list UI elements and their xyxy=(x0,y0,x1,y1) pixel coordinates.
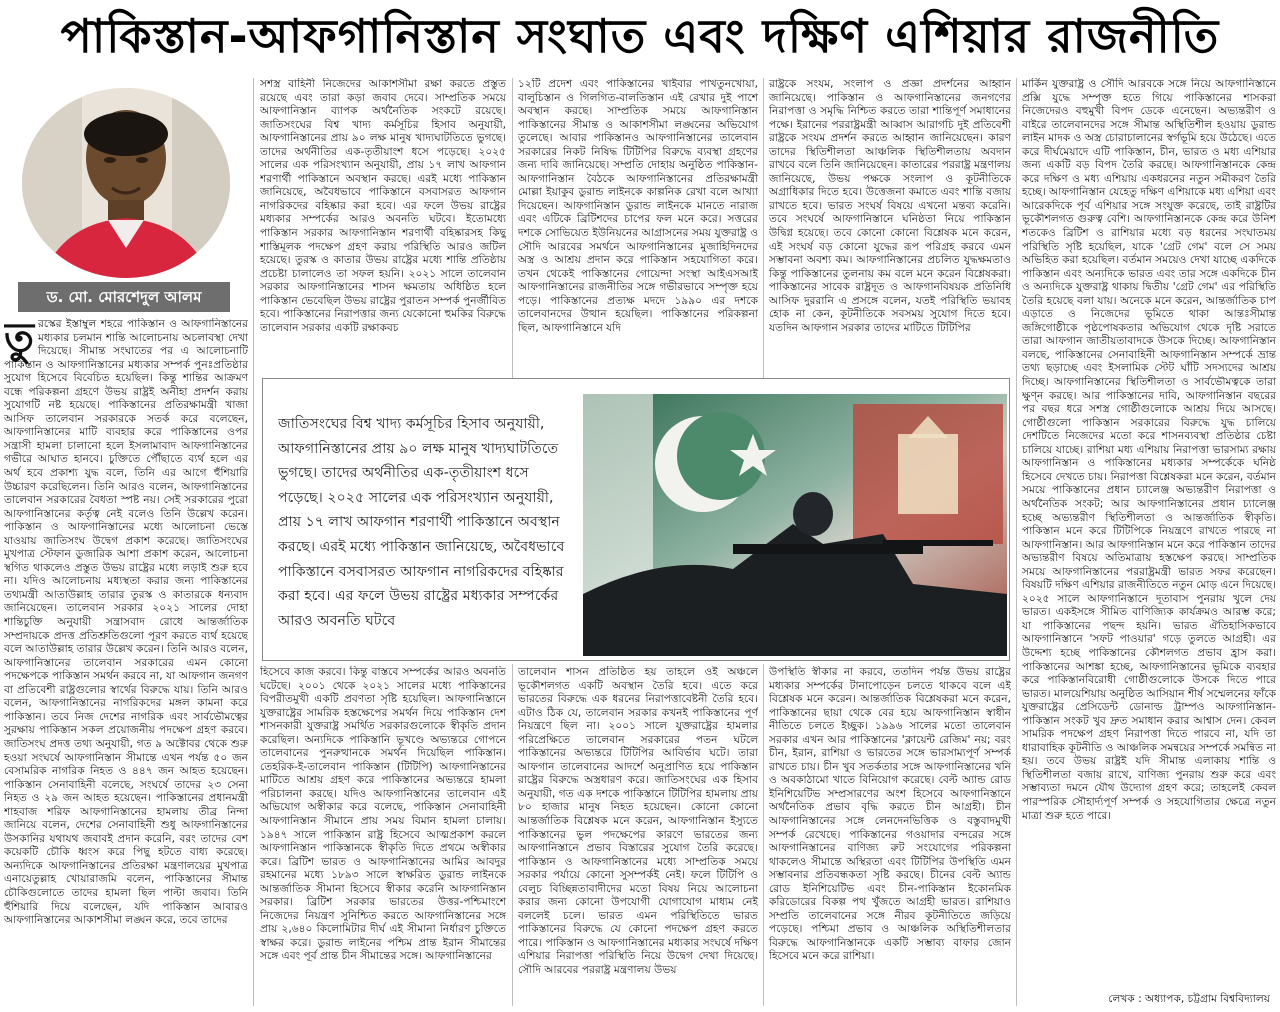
column-5-text: মার্কিন যুক্তরাষ্ট্র ও সৌদি আরবকে সঙ্গে নিয়ে আফগানিস্তানে প্রক্সি যুদ্ধে সম্পৃক্ত হতে গিয়ে পাকিস্তানের শাসকরা নিজেদেরও বহুমুখী বিপদ ডেকে এনেছেন। অভ্যন্তরীণ ও বাইরে তালেবানদের সঙ্গে সীমান্ত অস্থিতিশীল হওয়ায় ডুরান্ড লাইন মাদক ও অস্ত্র চোরাচালানের স্বর্গভূমি হয়ে উঠেছে। এতে করে দীর্ঘমেয়াদে এটি পাকিস্তান, চীন, ভারত ও মধ্য এশিয়ার জন্য একটি বড় বিপদ তৈরি করছে। আফগানিস্তানকে কেন্দ্র করে দক্ষিণ ও মধ্য এশিয়ায় একধরনের নতুন সমীকরণ তৈরি হচ্ছে। আফগানিস্তান যেহেতু দক্ষিণ এশিয়াকে মধ্য এশিয়া এবং আরেকদিকে পূর্ব এশিয়ার সঙ্গে সংযুক্ত করেছে, তাই রাষ্ট্রটির ভূকৌশলগত গুরুত্ব বেশি। আফগানিস্তানকে কেন্দ্র করে উনিশ শতকেও ব্রিটিশ ও রাশিয়ার মধ্যে বড় ধরনের সংঘাতময় পরিস্থিতি সৃষ্টি হয়েছিল, যাকে 'গ্রেট গেম' বলে সে সময় অভিহিত করা হয়েছিল। বর্তমান সময়েও দেখা যাচ্ছে একদিকে পাকিস্তান এবং অন্যদিকে ভারত এবং তার সঙ্গে একদিকে চীন ও অন্যদিকে যুক্তরাষ্ট্র থাকায় দ্বিতীয় 'গ্রেট গেম' এর পরিস্থিতি তৈরি হয়েছে বলা যায়। অনেকে মনে করেন, আন্তর্জাতিক চাপ এড়াতে ও নিজেদের ভূমিতে থাকা আন্তঃসীমান্ত জঙ্গিগোষ্ঠীকে পৃষ্ঠপোষকতার অভিযোগ থেকে দৃষ্টি সরাতে তারা আফগান জাতীয়তাবাদকে উসকে দিচ্ছে। আফগানিস্তান বলছে, পাকিস্তানের সেনাবাহিনী আফগানিস্তান সম্পর্কে ভ্রান্ত তথ্য ছড়াচ্ছে এবং ইসলামিক স্টেট ঘাঁটি সদস্যদের আশ্রয় দিচ্ছে। আফগানিস্তানের স্থিতিশীলতা ও সার্বভৌমত্বকে তারা ক্ষুণ্ন করছে। আর পাকিস্তানের দাবি, আফগানিস্তান বছরের পর বছর ধরে সশস্ত্র গোষ্ঠীগুলোকে আশ্রয় দিয়ে আসছে। গোষ্ঠীগুলো পাকিস্তান সরকারের বিরুদ্ধে যুদ্ধ চালিয়ে দেশটিতে নিজেদের মতো করে শাসনব্যবস্থা প্রতিষ্ঠার চেষ্টা চালিয়ে যাচ্ছে। রাশিয়া মধ্য এশিয়ায় নিরাপত্তা ভারসাম্য রক্ষায় আফগানিস্তান ও পাকিস্তানের মধ্যকার সম্পর্কেকে ঘনিষ্ঠ হিসেবে দেখতে চায়। নিরাপত্তা বিশ্লেষকরা মনে করেন, বর্তমান সময়ে পাকিস্তানের প্রধান চ্যালেঞ্জ অভ্যন্তরীণ নিরাপত্তা ও অর্থনৈতিক সংকট; আর আফগানিস্তানের প্রধান চ্যালেঞ্জ হচ্ছে অভ্যন্তরীণ স্থিতিশীলতা ও আন্তর্জাতিক স্বীকৃতি। পাকিস্তান মনে করে টিটিপিকে নিয়ন্ত্রণে রাখতে পারছে না আফগানিস্তান। আর আফগানিস্তান মনে করে পাকিস্তান তাদের অভ্যন্তরীণ বিষয়ে অতিমাত্রায় হস্তক্ষেপ করছে। সাম্প্রতিক সময়ে আফগানিস্তানের পররাষ্ট্রমন্ত্রী ভারত সফর করেছেন। বিষয়টি দক্ষিণ এশিয়ার রাজনীতিতে নতুন মোড় এনে দিয়েছে। ২০২৫ সালে আফগানিস্তানে দূতাবাস পুনরায় খুলে দেয় ভারত। একইসঙ্গে সীমিত বাণিজ্যিক কার্যক্রমও আরম্ভ করে; যা পাকিস্তানের পছন্দ হয়নি। ভারত ঐতিহাসিকভাবে আফগানিস্তানে 'সফট পাওয়ার' গড়ে তুলতে আগ্রহী। এর উদ্দেশ্য হচ্ছে পাকিস্তানের কৌশলগত প্রভাব হ্রাস করা। পাকিস্তানের আশঙ্কা হচ্ছে, আফগানিস্তানের ভূমিকে ব্যবহার করে পাকিস্তানবিরোধী গোষ্ঠীগুলোকে উসকে দিতে পারে ভারত। মালয়েশিয়ায় অনুষ্ঠিত আসিয়ান শীর্ষ সম্মেলনের ফাঁকে যুক্তরাষ্ট্রের প্রেসিডেন্ট ডোনাল্ড ট্রাম্পও আফগানিস্তান-পাকিস্তান সংকট খুব দ্রুত সমাধান করার আশ্বাস দেন। কেবল সামরিক পদক্ষেপ গ্রহণ নিরাপত্তা দিতে পারবে না, যদি তা ধারাবাহিক কূটনীতি ও আঞ্চলিক সমন্বয়ের সম্পর্কে সমন্বিত না হয়। তবে উভয় রাষ্ট্রই যদি সীমান্ত এলাকায় শান্তি ও স্থিতিশীলতা বজায় রাখে, বাণিজ্য পুনরায় শুরু করে এবং সম্ভাব্যতা দমনে যৌথ উদ্যোগ গ্রহণ করে; তাহলেই কেবল পারস্পরিক সৌহার্দ্যপূর্ণ সম্পর্ক ও সহযোগিতার ক্ষেত্রে নতুন মাত্রা শুরু হতে পারে। xyxy=(1022,78,1276,822)
headline: পাকিস্তান-আফগানিস্তান সংঘাত এবং দক্ষিণ এশিয়ার রাজনীতি xyxy=(60,9,1220,63)
column-1-text: রস্কের ইস্তাম্বুল শহরে পাকিস্তান ও আফগানিস্তানের মধ্যকার চলমান শান্তি আলোচনায় অচলাবস্থা দেখা দিয়েছে। সীমান্ত সংঘাতের পর এ আলোচনাটি পাকিস্তান ও আফগানিস্তানের মধ্যকার সম্পর্ক পুনঃপ্রতিষ্ঠার সুযোগ হিসেবে বিবেচিত হয়েছিল। কিন্তু শান্তির আক্রমণ বন্ধে পরিকল্পনা গ্রহণে উভয় রাষ্ট্রই অনীহা প্রদর্শন করায় সুযোগটি নষ্ট হয়েছে। পাকিস্তানের প্রতিরক্ষামন্ত্রী খাজা আসিফ তালেবান সরকারকে সতর্ক করে বলেছেন, আফগানিস্তানের মাটি ব্যবহার করে পাকিস্তানের ওপর সন্ত্রাসী হামলা চালানো হলে ইসলামাবাদ আফগানিস্তানের গভীরে আঘাত হানবে। চুক্তিতে পৌঁছাতে ব্যর্থ হলে এর অর্থ হবে প্রকাশ্য যুদ্ধ বলে, তিনি এর আগে হুঁশিয়ারি উচ্চারণ করেছিলেন। তিনি আরও বলেন, আফগানিস্তানের তালেবান সরকারের বৈধতা স্পষ্ট নয়। সেই সরকারের পুরো আফগানিস্তানের কর্তৃত্ব নেই বলেও তিনি উল্লেখ করেন। পাকিস্তান ও আফগানিস্তানের মধ্যে আলোচনা ভেস্তে যাওয়ায় জাতিসংঘ উদ্বেগ প্রকাশ করেছে। জাতিসংঘের মুখপাত্র স্টেফান ডুজারিক আশা প্রকাশ করেন, আলোচনা স্থগিত থাকলেও প্রস্তুত উভয় রাষ্ট্রের মধ্যে লড়াই শুরু হবে না। যদিও আলোচনায় মধ্যস্থতা করার জন্য পাকিস্তানের তথ্যমন্ত্রী আতাউল্লাহ তারার তুরস্ক ও কাতারকে ধন্যবাদ জানিয়েছেন। তালেবান সরকার ২০২১ সালের দোহা শান্তিচুক্তি অনুযায়ী সন্ত্রাসবাদ রোধে আন্তর্জাতিক সম্প্রদায়কে প্রদত্ত প্রতিশ্রুতিগুলো পূরণ করতে ব্যর্থ হয়েছে বলে আতাউল্লাহ তারার উল্লেখ করেন। তিনি আরও বলেন, আফগানিস্তানের তালেবান সরকারের এমন কোনো পদক্ষেপকে পাকিস্তান সমর্থন করবে না, যা আফগান জনগণ বা প্রতিবেশী রাষ্ট্রগুলোর স্বার্থের বিরুদ্ধে যায়। তিনি আরও বলেন, আফগানিস্তানের নাগরিকদের মঙ্গল কামনা করে পাকিস্তান। তবে নিজ দেশের নাগরিক এবং সার্বভৌমত্বের সুরক্ষায় পাকিস্তান সকল প্রয়োজনীয় পদক্ষেপ গ্রহণ করবে। জাতিসংঘ প্রদত্ত তথ্য অনুযায়ী, গত ৯ অক্টোবর থেকে শুরু হওয়া সংঘর্ষে আফগানিস্তান সীমান্তে এখন পর্যন্ত ৫০ জন বেসামরিক নাগরিক নিহত ও ৪৪৭ জন আহত হয়েছেন। পাকিস্তান সেনাবাহিনী বলেছে, সংঘর্ষে তাদের ২৩ সেনা নিহত ও ২৯ জন আহত হয়েছেন। পাকিস্তানের প্রধানমন্ত্রী শাহবাজ শরিফ আফগানিস্তানের হামলায় তীব্র নিন্দা জানিয়ে বলেন, দেশের সেনাবাহিনী শুধু আফগানিস্তানের উসকানির যথাযথ জবাবই প্রদান করেনি, বরং তাদের বেশ কয়েকটি চৌকি ধ্বংস করে পিছু হটতে বাধ্য করেছে। অন্যদিকে আফগানিস্তানের প্রতিরক্ষা মন্ত্রণালয়ের মুখপাত্র এনায়েতুল্লাহ খোয়ারাজমি বলেন, পাকিস্তানের সীমান্ত চৌকিগুলোতে তাদের হামলা ছিল পাল্টা জবাব। তিনি হুঁশিয়ারি দিয়ে বলেছেন, যদি পাকিস্তান আবারও আফগানিস্তানের আকাশসীমা লঙ্ঘন করে, তবে তাদের xyxy=(4,318,248,927)
drop-cap: তু xyxy=(4,318,35,361)
article-column-3-top xyxy=(518,78,758,374)
column-rule xyxy=(1016,78,1017,1006)
article-column-3-bottom xyxy=(518,666,758,1008)
column-3-bottom-text: তালেবান শাসন প্রতিষ্ঠিত হয় তাহলে ওই অঞ্চলে ভূকৌশলগত একটি অবস্থান তৈরি হবে। এতে করে ভারতের বিরুদ্ধে এক ধরনের নিরাপত্তাবেষ্টনী তৈরি হবে। এটাও ঠিক যে, তালেবান সরকার কখনই পাকিস্তানের পূর্ণ নিয়ন্ত্রণে ছিল না। ২০০১ সালে যুক্তরাষ্ট্রের হামলার পরিপ্রেক্ষিতে তালেবান সরকারের পতন ঘটলে পাকিস্তানের অভ্যন্তরে টিটিপির আবির্ভাব ঘটে। তারা আফগান তালেবানের আদর্শে অনুপ্রাণিত হয়ে পাকিস্তান রাষ্ট্রের বিরুদ্ধে অস্ত্রধারণ করে। জাতিসংঘের এক হিসাব অনুযায়ী, গত এক দশকে পাকিস্তানে টিটিপির হামলায় প্রায় ৮০ হাজার মানুষ নিহত হয়েছেন। কোনো কোনো আন্তর্জাতিক বিশ্লেষক মনে করেন, আফগানিস্তান ইস্যুতে পাকিস্তানের ভুল পদক্ষেপের কারণে ভারতের জন্য আফগানিস্তানে প্রভাব বিস্তারের সুযোগ তৈরি করেছে। পাকিস্তান ও আফগানিস্তানের মধ্যে সাম্প্রতিক সময়ে সরকার পর্যায়ে কোনো সুসম্পর্কই নেই। ফলে টিটিপি ও বেলুচ বিচ্ছিন্নতাবাদীদের মতো বিষয় নিয়ে আলোচনা করার জন্য কোনো উপযোগী যোগাযোগ মাধ্যম নেই বললেই চলে। ভারত এমন পরিস্থিতিতে ভারত পাকিস্তানের বিরুদ্ধে যে কোনো পদক্ষেপ গ্রহণ করতে পারে। পাকিস্তান ও আফগানিস্তানের মধ্যকার সংঘর্ষে দক্ষিণ এশিয়ার নিরাপত্তা পরিস্থিতি নিয়ে উদ্বেগ দেখা দিয়েছে। সৌদি আরবের পররাষ্ট্র মন্ত্রণালয় উভয় xyxy=(518,666,758,977)
column-rule xyxy=(763,78,764,378)
article-column-4-top xyxy=(769,78,1011,374)
author-byline: লেখক : অধ্যাপক, চট্টগ্রাম বিশ্ববিদ্যালয় xyxy=(1108,993,1270,1005)
column-rule xyxy=(512,78,513,378)
column-2-bottom-text: হিসেবে কাজ করবে। কিন্তু বাস্তবে সম্পর্কের আরও অবনতি ঘটেছে। ২০০১ থেকে ২০২১ সালের মধ্যে পাকিস্তানের বিপরীতমুখী একটি প্রবণতা সৃষ্টি হয়েছিল। আফগানিস্তানে যুক্তরাষ্ট্রের সামরিক হস্তক্ষেপের সমর্থন দিয়ে পাকিস্তান দেশ শাসনকারী যুক্তরাষ্ট্র সমর্থিত সরকারগুলোকে স্বীকৃতি প্রদান করেছিল। অন্যদিকে পাকিস্তানি ভূখণ্ডে অভ্যন্তরে গোপনে তালেবানের পুনরুত্থানকে সমর্থন দিয়েছিল পাকিস্তান। তেহরিক-ই-তালেবান পাকিস্তান (টিটিপি) আফগানিস্তানের মাটিতে আশ্রয় গ্রহণ করে পাকিস্তানের অভ্যন্তরে হামলা পরিচালনা করছে। যদিও আফগানিস্তানের তালেবান এই অভিযোগ অস্বীকার করে বলেছে, পাকিস্তান সেনাবাহিনী আফগানিস্তান সীমানে প্রায় সময় বিমান হামলা চালায়। ১৯৪৭ সালে পাকিস্তান রাষ্ট্র হিসেবে আত্মপ্রকাশ করলে আফগানিস্তান পাকিস্তানকে স্বীকৃতি দিতে প্রথমে অস্বীকার করে। ব্রিটিশ ভারত ও আফগানিস্তানের আমির আবদুর রহমানের মধ্যে ১৮৯৩ সালে স্বাক্ষরিত ডুরান্ড লাইনকে আন্তর্জাতিক সীমানা হিসেবে স্বীকার করেনি আফগানিস্তান সরকার। ব্রিটিশ সরকার ভারতের উত্তর-পশ্চিমাংশে নিজেদের নিয়ন্ত্রণ সুনিশ্চিত করতে আফগানিস্তানের সঙ্গে প্রায় ২,৬৪০ কিলোমিটার দীর্ঘ এই সীমানা নির্ধারণ চুক্তিতে স্বাক্ষর করে। ডুরান্ড লাইনের পশ্চিম প্রান্ত ইরান সীমান্তের সঙ্গে এবং পূর্ব প্রান্ত চীন সীমান্তের সঙ্গে। আফগানিস্তানের xyxy=(260,666,506,963)
author-portrait-icon xyxy=(22,88,230,278)
column-rule xyxy=(512,664,513,1006)
column-4-bottom-text: উপস্থিতি স্বীকার না করবে, ততদিন পর্যন্ত উভয় রাষ্ট্রের মধ্যকার সম্পর্কের টানাপোড়েন চলতে থাকবে বলে এই বিশ্লেষক মনে করেন। আন্তর্জাতিক বিশ্লেষকরা মনে করেন, পাকিস্তানের ছায়া থেকে বের হয়ে আফগানিস্তান স্বাধীন নীতিতে চলতে ইচ্ছুক। ১৯৯৬ সালের মতো তালেবান সরকার এখন আর পাকিস্তানের 'ক্লায়েন্ট রেজিম' নয়; বরং চীন, ইরান, রাশিয়া ও ভারতের সঙ্গে ভারসাম্যপূর্ণ সম্পর্ক রাখতে চায়। চীন খুব সতর্কতার সঙ্গে আফগানিস্তানের খনি ও অবকাঠামো খাতে বিনিয়োগ করেছে। বেল্ট অ্যান্ড রোড ইনিশিয়েটিভ সম্প্রসারণের অংশ হিসেবে আফগানিস্তানে অর্থনৈতিক প্রভাব বৃদ্ধি করতে চীন আগ্রহী। চীন আফগানিস্তানের সঙ্গে লেনদেনভিত্তিক ও বস্তুবাদমুখী সম্পর্ক রেখেছে। পাকিস্তানের গওয়াদার বন্দরের সঙ্গে আফগানিস্তানের বাণিজ্য রুট সংযোগের পরিকল্পনা থাকলেও সীমান্তে অস্থিরতা এবং টিটিপির উপস্থিতি এমন সম্ভাবনার প্রতিবন্ধকতা সৃষ্টি করছে। চীনের বেল্ট অ্যান্ড রোড ইনিশিয়েটিভ এবং চীন-পাকিস্তান ইকোনমিক করিডোরের বিকল্প পথ খুঁজতে আগ্রহী ভারত। রাশিয়াও সম্প্রতি তালেবানের সঙ্গে নীরব কূটনীতিতে জড়িয়ে পড়েছে। পশ্চিমা প্রভাব ও আঞ্চলিক অস্থিতিশীলতার বিরুদ্ধে আফগানিস্তানকে একটি সম্ভাব্য বাফার জোন হিসেবে মনে করে রাশিয়া। xyxy=(769,666,1011,963)
author-name: ড. মো. মোরশেদুল আলম xyxy=(18,282,230,312)
flags-soldier-illustration-icon xyxy=(583,394,1007,656)
pull-quote-text: জাতিসংঘের বিশ্ব খাদ্য কর্মসূচির হিসাব অনুযায়ী, আফগানিস্তানের প্রায় ৯০ লক্ষ মানুষ খাদ্যঘাটতিতে ভুগছে। তাদের অর্থনীতির এক-তৃতীয়াংশ ধসে পড়েছে। ২০২৫ সালের এক পরিসংখ্যান অনুযায়ী, প্রায় ১৭ লাখ আফগান শরণার্থী পাকিস্তানে অবস্থান করছে। এরই মধ্যে পাকিস্তান জানিয়েছে, অবৈধভাবে পাকিস্তানে বসবাসরত আফগান নাগরিকদের বহিষ্কার করা হবে। এর ফলে উভয় রাষ্ট্রের মধ্যকার সম্পর্কের আরও অবনতি ঘটবে xyxy=(278,416,565,629)
pull-quote-image xyxy=(583,394,1007,656)
article-column-5 xyxy=(1022,78,1276,986)
column-3-top-text: ১২টি প্রদেশ এবং পাকিস্তানের খাইবার পাখতুনখোয়া, বালুচিস্তান ও গিলগিত-বালতিস্তান এই রেখার দুই পাশে অবস্থান করছে। সাম্প্রতিক সময়ে আফগানিস্তান পাকিস্তানের সীমান্ত ও আকাশসীমা লঙ্ঘনের অভিযোগ তুলেছে। আবার পাকিস্তানও আফগানিস্তানের তালেবান সরকারের নিকট নিষিদ্ধ টিটিপির বিরুদ্ধে ব্যবস্থা গ্রহণের জন্য দাবি জানিয়েছে। সম্প্রতি দোহায় অনুষ্ঠিত পাকিস্তান-আফগানিস্তান বৈঠকে আফগানিস্তানের প্রতিরক্ষামন্ত্রী মোল্লা ইয়াকুব ডুরান্ড লাইনকে কাল্পনিক রেখা বলে আখ্যা দিয়েছেন। আফগানিস্তান ডুরান্ড লাইনকে মানতে নারাজ এবং এটিকে ব্রিটিশদের চাপের ফল মনে করে। সত্তরের দশকে সোভিয়েত ইউনিয়নের আগ্রাসনের সময় যুক্তরাষ্ট্র ও সৌদি আরবের সমর্থনে আফগানিস্তানের মুজাহিদিনদের অস্ত্র ও আশ্রয় প্রদান করে পাকিস্তান সহযোগিতা করে। তখন থেকেই পাকিস্তানের গোয়েন্দা সংস্থা আইএসআই আফগানিস্তানের রাজনীতির সঙ্গে গভীরভাবে সম্পৃক্ত হয়ে পড়ে। পাকিস্তানের প্রত্যক্ষ মদদে ১৯৯০ এর দশকে তালেবানদের উত্থান হয়েছিল। পাকিস্তানের পরিকল্পনা ছিল, আফগানিস্তানে যদি xyxy=(518,78,758,334)
article-column-2-bottom xyxy=(260,666,506,1008)
article-column-1 xyxy=(4,318,248,1008)
author-photo xyxy=(22,88,230,278)
column-2-top-text: সশস্ত্র বাহিনী নিজেদের আকাশসীমা রক্ষা করতে প্রস্তুত রয়েছে এবং তারা কড়া জবাব দেবে। সাম্প্রতিক সময়ে আফগানিস্তান ব্যাপক অর্থনৈতিক সংকটে রয়েছে। জাতিসংঘের বিশ্ব খাদ্য কর্মসূচির হিসাব অনুযায়ী, আফগানিস্তানের প্রায় ৯০ লক্ষ মানুষ খাদ্যঘাটতিতে ভুগছে। তাদের অর্থনীতির এক-তৃতীয়াংশ ধসে পড়েছে। ২০২৫ সালের এক পরিসংখ্যান অনুযায়ী, প্রায় ১৭ লাখ আফগান শরণার্থী পাকিস্তানে অবস্থান করছে। এরই মধ্যে পাকিস্তান জানিয়েছে, অবৈধভাবে পাকিস্তানে বসবাসরত আফগান নাগরিকদের বহিষ্কার করা হবে। এর ফলে উভয় রাষ্ট্রের মধ্যকার সম্পর্কের আরও অবনতি ঘটবে। ইতোমধ্যে পাকিস্তান সরকার আফগানিস্তান শরণার্থী বহিষ্কারসহ কিছু শাস্তিমূলক পদক্ষেপ গ্রহণ করায় পরিস্থিতি আরও জটিল হয়েছে। তুরস্ক ও কাতার উভয় রাষ্ট্রের মধ্যে শান্তি প্রতিষ্ঠায় প্রচেষ্টা চালালেও তা সফল হয়নি। ২০২১ সালে তালেবান সরকার আফগানিস্তানের শাসন ক্ষমতায় অধিষ্ঠিত হলে পাকিস্তান ভেবেছিল উভয় রাষ্ট্রের পুরাতন সম্পর্ক পুনর্জীবিত হবে। পাকিস্তানের নিরাপত্তার জন্য যেকোনো হুমকির বিরুদ্ধে তালেবান সরকার একটি রক্ষাকবচ xyxy=(260,78,506,334)
column-rule xyxy=(763,664,764,1006)
column-rule xyxy=(253,78,254,1006)
article-column-2-top xyxy=(260,78,506,374)
article-column-4-bottom xyxy=(769,666,1011,1008)
column-4-top-text: রাষ্ট্রকে সংযম, সংলাপ ও প্রজ্ঞা প্রদর্শনের আহ্বান জানিয়েছে। পাকিস্তান ও আফগানিস্তানের জনগণের নিরাপত্তা ও সমৃদ্ধি নিশ্চিত করতে তারা শান্তিপূর্ণ সমাধানের পক্ষে। ইরানের পররাষ্ট্রমন্ত্রী আব্বাস আরাগচি দুই প্রতিবেশী রাষ্ট্রকে সংযম প্রদর্শন করতে আহ্বান জানিয়েছেন। কারণ তাদের স্থিতিশীলতা আঞ্চলিক স্থিতিশীলতায় অবদান রাখবে বলে তিনি জানিয়েছেন। কাতারের পররাষ্ট্র মন্ত্রণালয় জানিয়েছে, উভয় পক্ষকে সংলাপ ও কূটনীতিকে অগ্রাধিকার দিতে হবে। উত্তেজনা কমাতে এবং শান্তি বজায় রাখতে হবে। ভারত সংঘর্ষ বিষয়ে এখনো মন্তব্য করেনি। তবে সংঘর্ষে আফগানিস্তানে ঘনিষ্ঠতা নিয়ে পাকিস্তান উদ্বিগ্ন হয়েছে। তবে কোনো কোনো বিশ্লেষক মনে করেন, এই সংঘর্ষ বড় কোনো যুদ্ধের রূপ পরিগ্রহ করবে এমন সম্ভাবনা অবশ্য কম। আফগানিস্তানের প্রচলিত যুদ্ধক্ষমতাও কিন্তু পাকিস্তানের তুলনায় কম বলে মনে করেন বিশ্লেষকরা। পাকিস্তানের সাবেক রাষ্ট্রদূত ও আফগানবিষয়ক প্রতিনিধি আসিফ দুররানি এ প্রসঙ্গে বলেন, যতই পরিস্থিতি ভয়াবহ হোক না কেন, কূটনীতিকে সবসময় সুযোগ দিতে হবে। যতদিন আফগান সরকার তাদের মাটিতে টিটিপির xyxy=(769,78,1011,334)
